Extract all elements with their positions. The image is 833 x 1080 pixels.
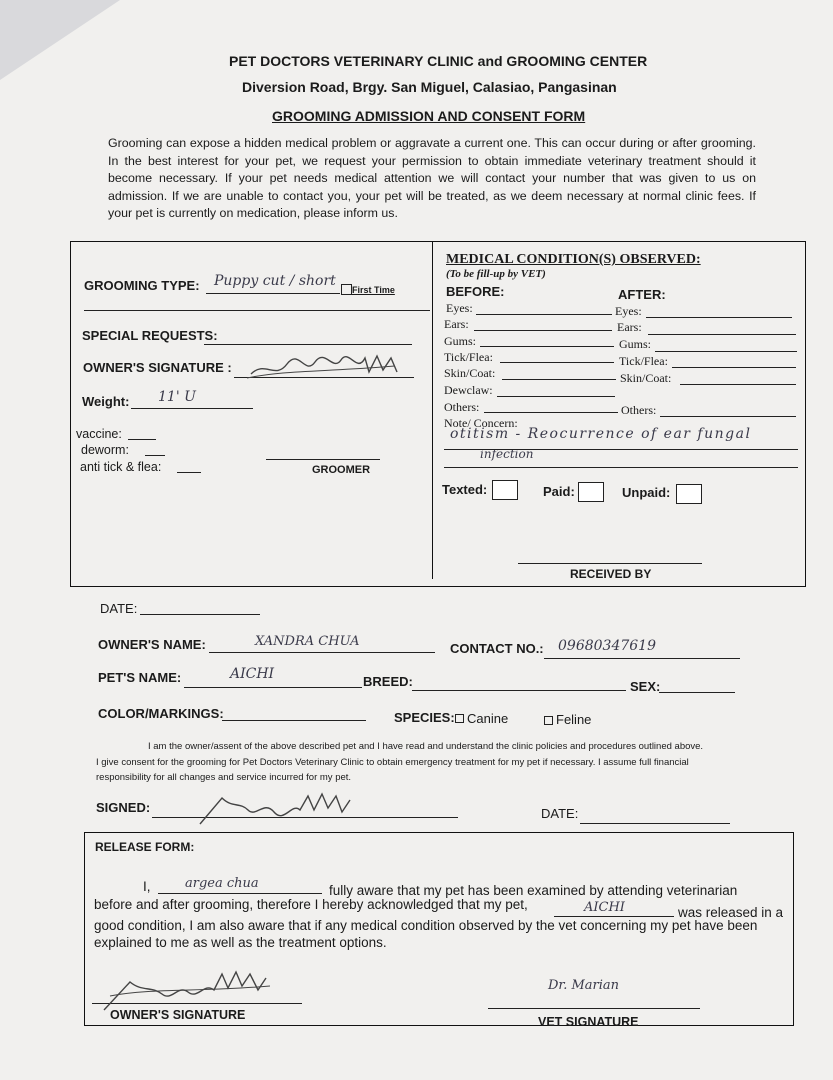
after-label: AFTER:	[618, 287, 666, 302]
release-text-e: explained to me as well as the treatment options.	[94, 935, 387, 950]
release-text-c: was released in a	[678, 905, 784, 920]
grooming-type-value[interactable]: Puppy cut / short	[214, 273, 336, 289]
before-ears-label: Ears:	[444, 317, 469, 331]
consent-date-label: DATE:	[541, 806, 579, 821]
after-ears-line[interactable]	[648, 334, 796, 335]
before-dewclaw-line[interactable]	[497, 396, 615, 397]
before-gums-line[interactable]	[480, 346, 614, 347]
after-others-label: Others:	[621, 403, 657, 417]
before-skincoat-line[interactable]	[502, 379, 616, 380]
weight-value[interactable]: 11' U	[158, 389, 196, 405]
consent-line-1: I am the owner/assent of the above described pet and I have read and understand the clinic policies and procedures outlined above.	[148, 741, 704, 752]
after-gums-label: Gums:	[619, 337, 652, 351]
release-owner-signature-scribble	[100, 966, 280, 1014]
canine-label: Canine	[467, 711, 509, 726]
before-skincoat-label: Skin/Coat:	[444, 366, 496, 380]
after-tickflea-line[interactable]	[672, 367, 796, 368]
after-gums-line[interactable]	[655, 351, 797, 352]
paid-checkbox[interactable]	[578, 482, 604, 502]
owner-name-value[interactable]: XANDRA CHUA	[255, 634, 360, 649]
release-vet-sig-line[interactable]	[488, 1008, 700, 1009]
weight-line	[131, 408, 253, 409]
vaccine-line[interactable]	[128, 439, 156, 440]
release-text-d: good condition, I am also aware that if any medical condition observed by the vet concerning my pet have been	[94, 918, 758, 933]
release-name-line	[158, 893, 322, 894]
grooming-type-line	[206, 293, 340, 294]
feline-checkbox[interactable]	[544, 716, 553, 725]
release-pet-line	[554, 916, 674, 917]
release-pet-value[interactable]: AICHI	[584, 900, 625, 915]
weight-label: Weight:	[82, 394, 130, 409]
after-tickflea-label: Tick/Flea:	[619, 354, 668, 368]
consent-line-3: responsibility for all changes and service incurred for my pet.	[96, 772, 352, 783]
after-eyes-label: Eyes:	[615, 304, 642, 318]
deworm-line[interactable]	[145, 455, 165, 456]
signed-label: SIGNED:	[96, 800, 151, 815]
after-eyes-line[interactable]	[646, 317, 792, 318]
canine-checkbox[interactable]	[455, 714, 464, 723]
texted-label: Texted:	[442, 482, 488, 497]
before-dewclaw-label: Dewclaw:	[444, 383, 493, 397]
texted-checkbox[interactable]	[492, 480, 518, 500]
feline-label: Feline	[556, 712, 592, 727]
first-time-label: First Time	[352, 285, 395, 295]
release-form-title: RELEASE FORM:	[95, 840, 195, 854]
panel-divider	[432, 241, 433, 579]
before-gums-label: Gums:	[444, 334, 477, 348]
before-label: BEFORE:	[446, 284, 505, 299]
vet-fill-note: (To be fill-up by VET)	[446, 268, 546, 280]
note-concern-value[interactable]: otitism - Reocurrence of ear fungal	[450, 426, 752, 442]
after-skincoat-line[interactable]	[680, 384, 796, 385]
paid-label: Paid:	[543, 484, 575, 499]
vaccine-label: vaccine:	[76, 427, 122, 441]
clinic-name: PET DOCTORS VETERINARY CLINIC and GROOMING CENTER	[229, 53, 648, 69]
release-text-b: before and after grooming, therefore I hereby acknowledged that my pet,	[94, 897, 528, 912]
color-markings-line[interactable]	[222, 720, 366, 721]
sex-line[interactable]	[659, 692, 735, 693]
date-line[interactable]	[140, 614, 260, 615]
unpaid-checkbox[interactable]	[676, 484, 702, 504]
clinic-address: Diversion Road, Brgy. San Miguel, Calasiao, Pangasinan	[242, 79, 617, 95]
groomer-label: GROOMER	[312, 464, 371, 476]
owner-name-line	[209, 652, 435, 653]
note-line-1	[444, 449, 798, 450]
unpaid-label: Unpaid:	[622, 485, 671, 500]
after-skincoat-label: Skin/Coat:	[620, 371, 672, 385]
note-line-2	[444, 467, 798, 468]
release-i-label: I,	[143, 879, 151, 894]
owner-signature-label: OWNER'S SIGNATURE :	[83, 360, 232, 375]
before-others-label: Others:	[444, 400, 480, 414]
antitick-label: anti tick & flea:	[80, 460, 162, 474]
form-title: GROOMING ADMISSION AND CONSENT FORM	[272, 108, 586, 124]
owner-signature-scribble	[245, 350, 405, 384]
consent-date-line[interactable]	[580, 823, 730, 824]
pet-name-value[interactable]: AICHI	[230, 666, 275, 682]
contact-label: CONTACT NO.:	[450, 641, 544, 656]
note-concern-value-2[interactable]: infection	[480, 447, 534, 461]
medical-condition-title: MEDICAL CONDITION(S) OBSERVED:	[446, 252, 701, 267]
before-ears-line[interactable]	[474, 330, 612, 331]
folded-corner	[0, 0, 120, 80]
species-label: SPECIES:	[394, 710, 455, 725]
breed-label: BREED:	[363, 674, 413, 689]
contact-line	[544, 658, 740, 659]
pet-name-line	[184, 687, 362, 688]
contact-value[interactable]: 09680347619	[558, 638, 656, 654]
breed-line[interactable]	[412, 690, 626, 691]
signed-scribble	[196, 790, 366, 826]
intro-paragraph: Grooming can expose a hidden medical problem or aggravate a current one. This can occur during or after grooming. In the best interest for your pet, we request your permission to obtain immediate veterinary treatment should it become necessary. If your pet needs medical attention we will contact your number that was given to us on admission. If we are unable to contact you, your pet will be treated, as we deem necessary at normal clinic fees. If your pet is currently on medication, please inform us.	[108, 136, 756, 220]
deworm-label: deworm:	[81, 443, 129, 457]
release-name-value[interactable]: argea chua	[185, 876, 259, 891]
before-tickflea-line[interactable]	[500, 362, 614, 363]
release-vet-sig-label: VET SIGNATURE	[538, 1015, 639, 1029]
grooming-type-label: GROOMING TYPE:	[84, 278, 200, 293]
consent-line-2: I give consent for the grooming for Pet Doctors Veterinary Clinic to obtain emergency treatment for my pet if necessary. I assume full financial	[96, 757, 689, 768]
groomer-line[interactable]	[266, 459, 380, 460]
release-vet-sig-value: Dr. Marian	[548, 978, 620, 993]
before-tickflea-label: Tick/Flea:	[444, 350, 493, 364]
before-others-line[interactable]	[484, 412, 618, 413]
antitick-line[interactable]	[177, 472, 201, 473]
special-requests-line[interactable]	[204, 344, 412, 345]
received-by-line[interactable]	[518, 563, 702, 564]
release-owner-sig-label: OWNER'S SIGNATURE	[110, 1008, 246, 1022]
date-label: DATE:	[100, 601, 138, 616]
after-ears-label: Ears:	[617, 320, 642, 334]
note-concern-label: Note/ Concern:	[444, 416, 518, 430]
received-by-label: RECEIVED BY	[570, 567, 652, 581]
pet-name-label: PET'S NAME:	[98, 670, 182, 685]
special-requests-label: SPECIAL REQUESTS:	[82, 328, 218, 343]
first-time-checkbox[interactable]	[341, 284, 352, 295]
grooming-extra-line	[84, 310, 430, 311]
owner-name-label: OWNER'S NAME:	[98, 637, 206, 652]
color-markings-label: COLOR/MARKINGS:	[98, 706, 224, 721]
release-text-a: fully aware that my pet has been examined by attending veterinarian	[329, 883, 738, 898]
before-eyes-label: Eyes:	[446, 301, 473, 315]
after-others-line[interactable]	[660, 416, 796, 417]
before-eyes-line[interactable]	[476, 314, 612, 315]
sex-label: SEX:	[630, 679, 661, 694]
